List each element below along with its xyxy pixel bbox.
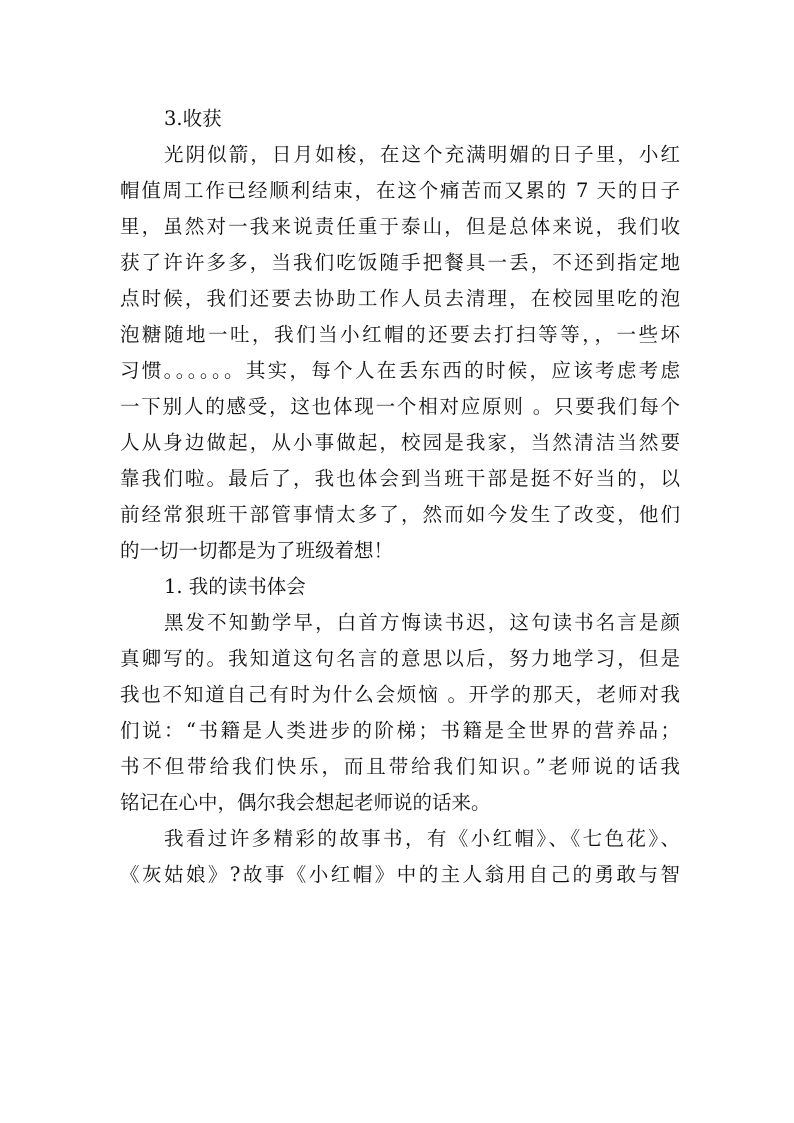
text-line: 铭记在心中，偶尔我会想起老师说的话来。 bbox=[120, 791, 491, 814]
text-line: 黑发不知勤学早，白首方悔读书迟，这句读书名言是颜 bbox=[164, 611, 680, 634]
text-line: 习惯。。。。。。其实，每个人在丢东西的时候，应该考虑考虑 bbox=[120, 359, 680, 382]
text-line: 书不但带给我们快乐，而且带给我们知识。”老师说的话我 bbox=[120, 755, 680, 778]
text-line: 的一切一切都是为了班级着想！ bbox=[120, 539, 394, 562]
text-line: 真卿写的。我知道这句名言的意思以后，努力地学习，但是 bbox=[120, 647, 680, 670]
section-heading-harvest: 3.收获 bbox=[164, 107, 222, 130]
paragraph-harvest bbox=[120, 137, 680, 569]
text-line: 人从身边做起，从小事做起，校园是我家，当然清洁当然要 bbox=[120, 431, 680, 454]
text-line: 前经常狠班干部管事情太多了，然而如今发生了改变，他们 bbox=[120, 503, 680, 526]
text-line: 一下别人的感受，这也体现一个相对应原则 。只要我们每个 bbox=[120, 395, 680, 418]
paragraph-reading-1 bbox=[120, 605, 680, 821]
text-line: 获了许许多多，当我们吃饭随手把餐具一丢，不还到指定地 bbox=[120, 251, 680, 274]
text-line: 我看过许多精彩的故事书，有《小红帽》、《七色花》、 bbox=[164, 827, 680, 850]
text-line: 帽值周工作已经顺利结束，在这个痛苦而又累的 7 天的日子 bbox=[120, 179, 680, 202]
section-heading-reading: 1. 我的读书体会 bbox=[164, 575, 306, 598]
text-line: 靠我们啦。最后了，我也体会到当班干部是挺不好当的，以 bbox=[120, 467, 680, 490]
text-line: 里，虽然对一我来说责任重于泰山，但是总体来说，我们收 bbox=[120, 215, 680, 238]
text-line: 点时候，我们还要去协助工作人员去清理，在校园里吃的泡 bbox=[120, 287, 680, 310]
text-line: 们说：“书籍是人类进步的阶梯；书籍是全世界的营养品； bbox=[120, 719, 680, 742]
text-line: 我也不知道自己有时为什么会烦恼 。开学的那天，老师对我 bbox=[120, 683, 680, 706]
text-line: 《灰姑娘》?故事《小红帽》中的主人翁用自己的勇敢与智 bbox=[120, 863, 680, 886]
paragraph-reading-2 bbox=[120, 821, 680, 893]
document-page bbox=[120, 101, 680, 893]
text-line: 光阴似箭，日月如梭，在这个充满明媚的日子里，小红 bbox=[164, 143, 680, 166]
text-line: 泡糖随地一吐，我们当小红帽的还要去打扫等等，，一些坏 bbox=[120, 323, 680, 346]
